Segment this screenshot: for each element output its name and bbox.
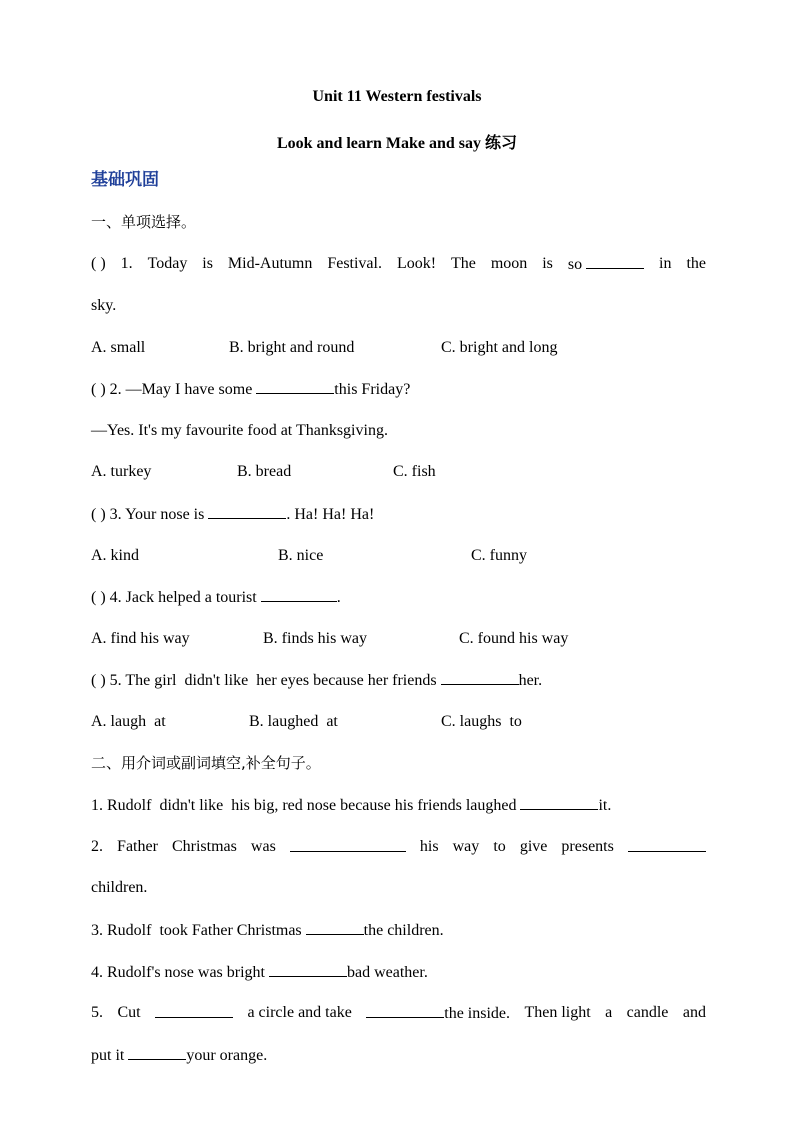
option-c: C. bright and long: [441, 339, 558, 356]
answer-blank[interactable]: [269, 962, 347, 977]
question-3: ( ) 3. Your nose is . Ha! Ha! Ha!: [91, 506, 375, 523]
answer-paren[interactable]: ( ): [91, 381, 106, 398]
answer-paren[interactable]: ( ): [91, 672, 106, 689]
question-1: ( ) 1. Today is Mid-Autumn Festival. Look! The moon is so in the: [91, 255, 706, 273]
section1-title: 一、单项选择。: [91, 213, 197, 231]
option-b: B. laughed at: [249, 713, 338, 730]
answer-blank[interactable]: [586, 254, 644, 269]
answer-blank[interactable]: [155, 1003, 233, 1018]
option-a: A. turkey: [91, 463, 152, 480]
question-2: ( ) 2. —May I have some this Friday?: [91, 381, 411, 398]
page-subtitle: Look and learn Make and say 练习: [276, 135, 518, 152]
question-2-reply: —Yes. It's my favourite food at Thanksgiving.: [91, 422, 388, 439]
sentence-4: 4. Rudolf's nose was bright bad weather.: [91, 964, 428, 981]
option-a: A. laugh at: [91, 713, 166, 730]
answer-blank[interactable]: [520, 795, 598, 810]
answer-paren[interactable]: ( ): [91, 589, 106, 606]
sentence-2: 2. Father Christmas was his way to give presents: [91, 837, 706, 857]
sentence-3: 3. Rudolf took Father Christmas the children.: [91, 922, 444, 939]
answer-blank[interactable]: [441, 670, 519, 685]
option-b: B. bread: [237, 463, 292, 480]
option-b: B. bright and round: [229, 339, 355, 356]
option-c: C. laughs to: [441, 713, 522, 730]
section2-title: 二、用介词或副词填空,补全句子。: [91, 754, 321, 772]
option-c: C. funny: [471, 547, 527, 564]
question-4: ( ) 4. Jack helped a tourist .: [91, 589, 341, 606]
section-heading: 基础巩固: [91, 170, 159, 190]
answer-paren[interactable]: ( ): [91, 506, 106, 523]
option-a: A. find his way: [91, 630, 190, 647]
question-1-cont: sky.: [91, 297, 117, 314]
answer-blank[interactable]: [628, 837, 706, 852]
option-a: A. small: [91, 339, 146, 356]
option-c: C. fish: [393, 463, 436, 480]
question-5: ( ) 5. The girl didn't like her eyes because her friends her.: [91, 672, 543, 689]
sentence-5-cont: put it your orange.: [91, 1047, 268, 1064]
answer-blank[interactable]: [256, 379, 334, 394]
sentence-5: 5. Cut a circle and take the inside. Then light a candle and: [91, 1004, 706, 1022]
sentence-2-cont: children.: [91, 879, 148, 896]
answer-blank[interactable]: [366, 1003, 444, 1018]
answer-blank[interactable]: [128, 1045, 186, 1060]
answer-blank[interactable]: [208, 504, 286, 519]
answer-paren[interactable]: ( ): [91, 255, 106, 272]
sentence-1: 1. Rudolf didn't like his big, red nose because his friends laughed it.: [91, 797, 612, 814]
option-b: B. nice: [278, 547, 324, 564]
answer-blank[interactable]: [290, 837, 406, 852]
answer-blank[interactable]: [306, 920, 364, 935]
option-c: C. found his way: [459, 630, 569, 647]
page-title: Unit 11 Western festivals: [312, 88, 482, 105]
option-b: B. finds his way: [263, 630, 367, 647]
option-a: A. kind: [91, 547, 139, 564]
answer-blank[interactable]: [261, 587, 337, 602]
